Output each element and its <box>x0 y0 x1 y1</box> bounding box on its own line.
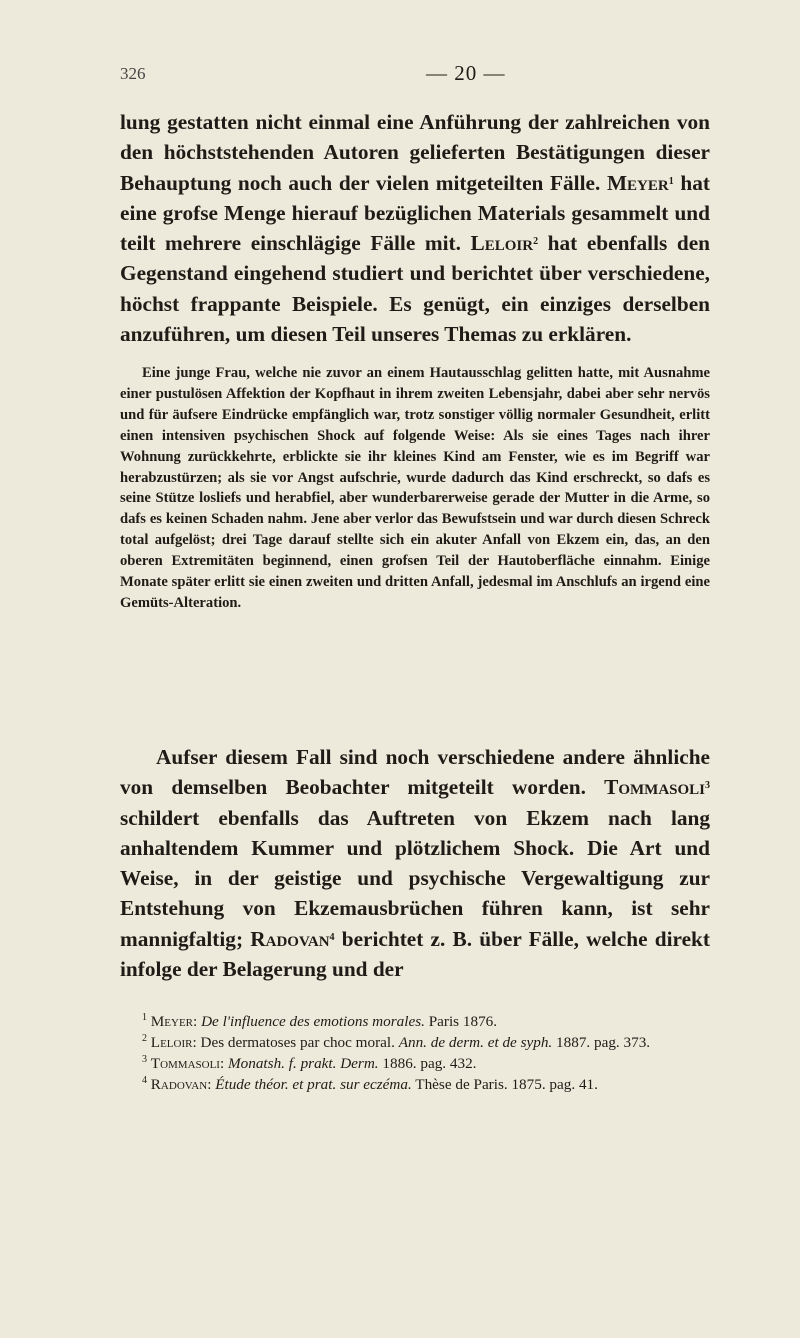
footnote-ref-4[interactable]: 4 <box>329 931 335 943</box>
page-number: — 20 — <box>426 61 506 85</box>
para2-text-b: schildert ebenfalls das Auftreten von Ekzem nach lang anhaltendem Kummer und plötzlichem Shock. Die Art und Weise, in der geistige und psychische Vergewaltigung zur Entstehung von Ekzemausbrüchen führen kann, ist sehr mannigfaltig; <box>120 805 710 951</box>
footnote-title: Ann. de derm. et de syph. <box>398 1033 553 1051</box>
footnote-author: Meyer <box>150 1013 194 1030</box>
paragraph-1 <box>120 107 710 349</box>
folio-number: 326 <box>120 64 146 83</box>
footnotes <box>120 1012 710 1096</box>
footnote-3 <box>120 1054 710 1075</box>
footnote-1 <box>120 1012 710 1033</box>
footnote-rest: Thèse de Paris. 1875. pag. 41. <box>411 1075 598 1093</box>
footnote-author: Leloir <box>150 1033 193 1051</box>
footnote-sep: : <box>219 1054 228 1072</box>
para2-text-c: berichtet z. B. über Fälle, welche direkt infolge der Belagerung und der <box>120 926 710 982</box>
author-meyer: Meyer <box>606 170 669 195</box>
footnote-author: Tommasoli <box>150 1054 220 1072</box>
footnote-rest: Paris 1876. <box>424 1013 498 1030</box>
para1-text-a: lung gestatten nicht einmal eine Anführung der zahlreichen von den höchststehenden Autoren gelieferten Bestätigungen dieser Behauptung noch auch der vielen mitgeteilten Fälle. <box>120 110 710 195</box>
para1-text-c: hat ebenfalls den Gegenstand eingehend studiert und berichtet über verschiedene, höchst frappante Beispiele. Es genügt, ein einziges derselben anzuführen, um diesen Teil unseres Themas zu erklären. <box>120 231 711 347</box>
author-tommasoli: Tommasoli <box>604 775 705 800</box>
footnote-rest: 1886. pag. 432. <box>378 1054 477 1072</box>
footnote-sep: : <box>207 1075 216 1093</box>
footnote-number: 3 <box>142 1053 147 1065</box>
footnote-sep: : Des dermatoses par choc moral. <box>192 1033 399 1051</box>
footnote-ref-3[interactable]: 3 <box>705 780 710 792</box>
author-leloir: Leloir <box>470 231 534 256</box>
footnote-4 <box>120 1075 710 1096</box>
footnote-author: Radovan <box>150 1075 208 1093</box>
author-radovan: Radovan <box>250 926 330 951</box>
footnote-ref-2[interactable]: 2 <box>533 236 539 248</box>
footnote-sep: : <box>193 1013 202 1030</box>
footnote-title: Monatsh. f. prakt. Derm. <box>228 1054 379 1072</box>
page-header <box>120 61 720 94</box>
case-report <box>120 363 710 614</box>
footnote-number: 1 <box>142 1012 147 1023</box>
footnote-title: De l'influence des emotions morales. <box>201 1013 425 1030</box>
footnote-number: 4 <box>142 1074 147 1086</box>
case-report-text: Eine junge Frau, welche nie zuvor an einem Hautausschlag gelitten hatte, mit Ausnahme einer pustulösen Affektion der Kopfhaut in ihrem zweiten Lebensjahr, dabei aber sehr nervös und für äufsere Eindrücke empfänglich war, trotz sonstiger völlig normaler Gesundheit, erlitt einen intensiven psychischen Shock auf folgende Weise: Als sie eines Tages nach ihrer Wohnung zurückkehrte, erblickte sie ihr kleines Kind am Fenster, wie es im Begriff war herabzustürzen; als sie vor Angst aufschrie, wurde dadurch das Kind erschreckt, so dafs es seine Stütze losliefs und herabfiel, aber wunderbarerweise gerade der Mutter in die Arme, so dafs es keinen Schaden nahm. Jene aber verlor das Bewufstsein und war durch diesen Schreck total aufgelöst; drei Tage darauf stellte sich ein akuter Anfall von Ekzem ein, das, an den oberen Extremitäten beginnend, einen grofsen Teil der Hautoberfläche einnahm. Einige Monate später erlitt sie einen zweiten und dritten Anfall, jedesmal im Anschlufs an irgend eine Gemüts-Alteration. <box>120 365 710 611</box>
para1-text-b: hat eine grofse Menge hierauf bezüglichen Materials gesammelt und teilt mehrere einschlägige Fälle mit. <box>120 170 710 256</box>
footnote-ref-1[interactable]: 1 <box>668 175 674 187</box>
footnote-rest: 1887. pag. 373. <box>552 1033 651 1051</box>
footnote-title: Étude théor. et prat. sur eczéma. <box>215 1075 412 1093</box>
footnote-number: 2 <box>142 1032 147 1044</box>
footnote-2 <box>120 1033 710 1054</box>
para2-text-a: Aufser diesem Fall sind noch verschiedene andere ähnliche von demselben Beobachter mitgeteilt worden. <box>120 745 710 800</box>
paragraph-2 <box>120 742 710 984</box>
